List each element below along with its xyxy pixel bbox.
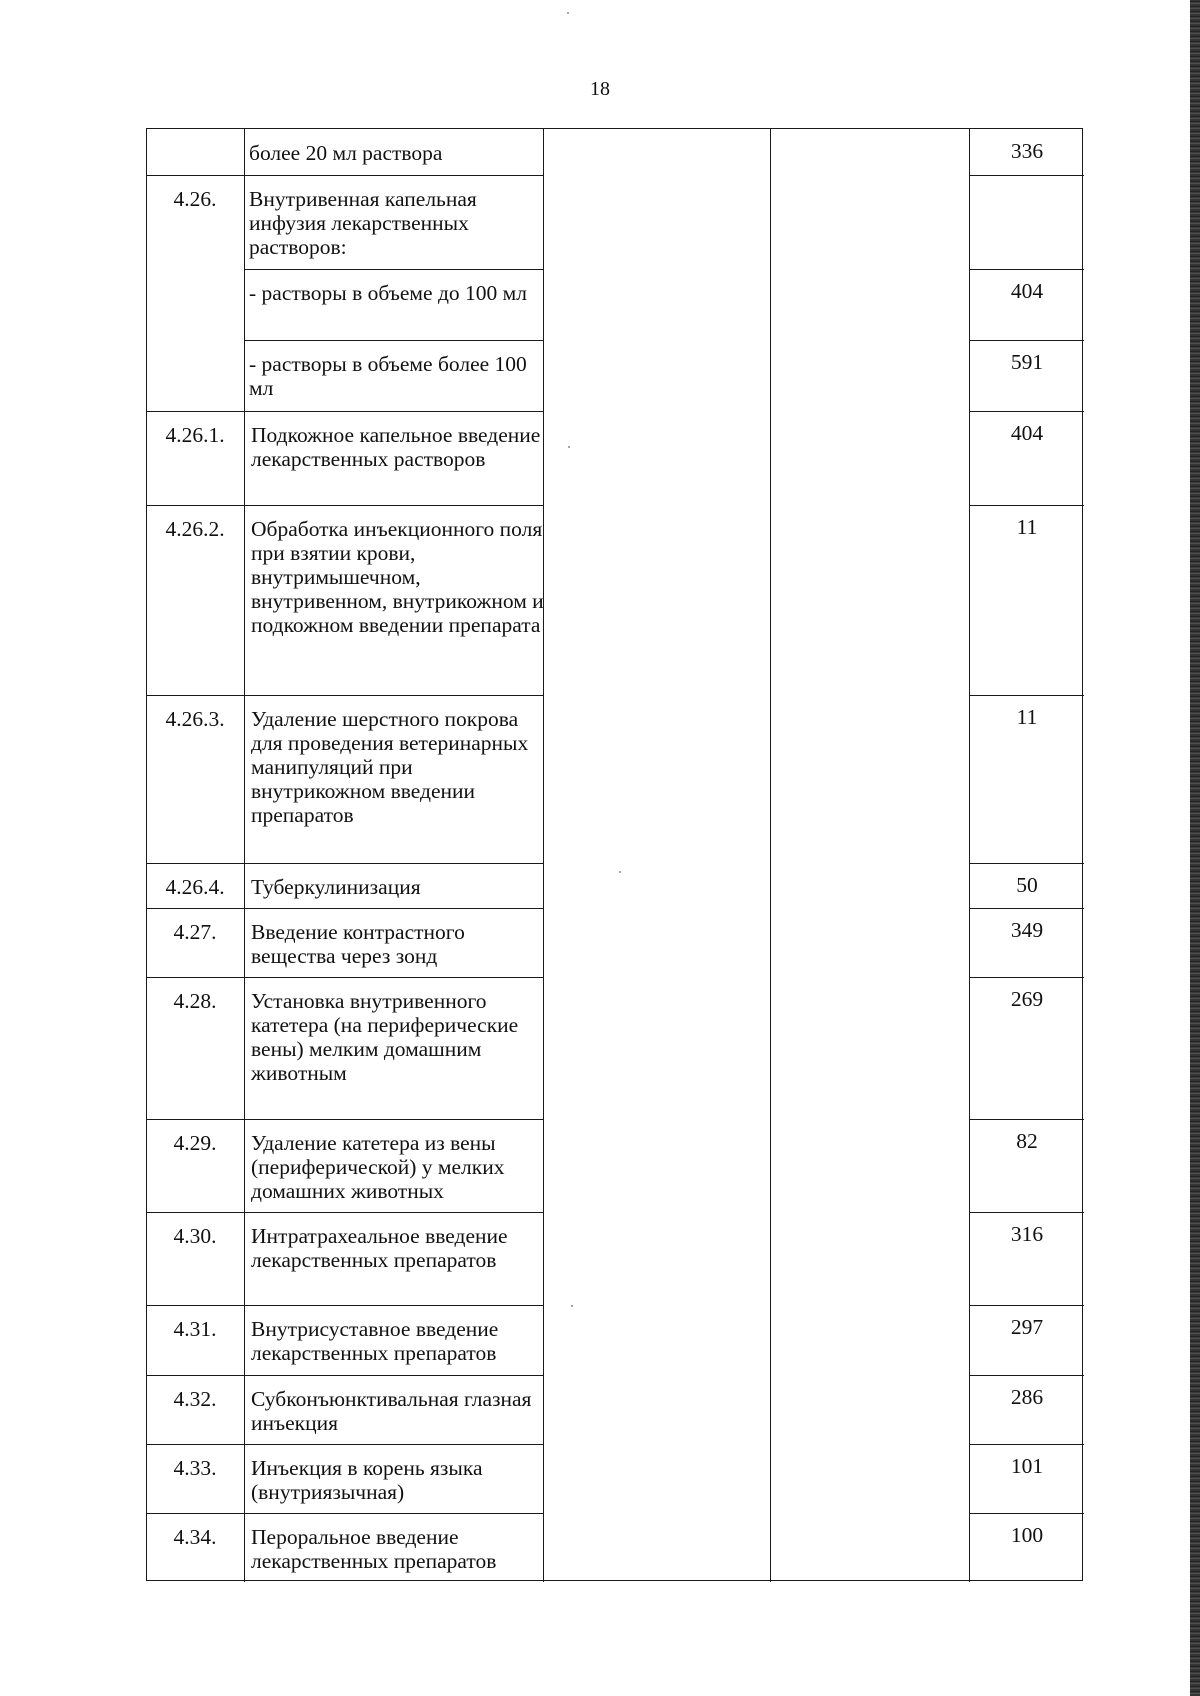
row-divider [147, 1212, 543, 1213]
row-number: 4.26.3. [165, 707, 225, 731]
row-divider [147, 908, 543, 909]
row-description: Внутривенная капельная инфузия лекарственных растворов: [249, 187, 477, 259]
row-number: 4.28. [173, 989, 217, 1013]
row-number: 4.30. [173, 1224, 217, 1248]
row-number: 4.27. [173, 920, 217, 944]
row-number: 4.34. [173, 1525, 217, 1549]
row-number: 4.26. [173, 187, 217, 211]
row-divider [969, 908, 1084, 909]
row-number: 4.32. [173, 1387, 217, 1411]
row-divider [969, 505, 1084, 506]
row-number: 4.26.4. [165, 875, 225, 899]
row-number: 4.33. [173, 1456, 217, 1480]
row-price: 82 [1016, 1129, 1038, 1153]
row-divider [969, 1375, 1084, 1376]
row-divider [969, 411, 1084, 412]
row-description: Внутрисуставное введение лекарственных препаратов [251, 1317, 499, 1365]
row-price: 336 [1010, 139, 1044, 163]
row-divider [969, 175, 1084, 176]
row-divider [969, 269, 1084, 270]
row-divider [147, 695, 543, 696]
row-description: более 20 мл раствора [249, 141, 443, 165]
row-description: Инъекция в корень языка (внутриязычная) [251, 1456, 483, 1504]
row-divider [244, 269, 543, 270]
row-description: Удаление шерстного покрова для проведения ветеринарных манипуляций при внутрикожном введении препаратов [251, 707, 529, 827]
row-divider [147, 1305, 543, 1306]
row-divider [969, 1444, 1084, 1445]
row-description: Подкожное капельное введение лекарственных растворов [251, 423, 541, 471]
row-price: 11 [1016, 515, 1038, 539]
column-divider [770, 129, 771, 1582]
row-description: - растворы в объеме до 100 мл [249, 281, 527, 305]
row-price: 50 [1016, 873, 1038, 897]
row-divider [969, 340, 1084, 341]
row-description: Субконъюнктивальная глазная инъекция [251, 1387, 532, 1435]
row-divider [244, 340, 543, 341]
row-description: Введение контрастного вещества через зонд [251, 920, 465, 968]
row-divider [147, 411, 543, 412]
row-price: 404 [1010, 279, 1044, 303]
row-description: Установка внутривенного катетера (на периферические вены) мелким домашним животным [251, 989, 519, 1085]
row-description: Обработка инъекционного поля при взятии крови, внутримышечном, внутривенном, внутрикожном и подкожном введении препарата [251, 517, 544, 637]
scan-edge [1190, 0, 1200, 1696]
row-description: - растворы в объеме более 100 мл [249, 352, 527, 400]
row-price: 269 [1010, 987, 1044, 1011]
row-price: 100 [1010, 1523, 1044, 1547]
row-description: Туберкулинизация [251, 875, 421, 899]
row-divider [969, 1513, 1084, 1514]
row-divider [969, 1119, 1084, 1120]
row-number: 4.31. [173, 1317, 217, 1341]
price-table [146, 128, 1083, 1581]
row-divider [147, 863, 543, 864]
row-divider [147, 1444, 543, 1445]
row-description: Удаление катетера из вены (периферической) у мелких домашних животных [251, 1131, 505, 1203]
row-divider [147, 1513, 543, 1514]
row-price: 11 [1016, 705, 1038, 729]
column-divider [969, 129, 970, 1582]
row-price: 101 [1010, 1454, 1044, 1478]
row-price: 404 [1010, 421, 1044, 445]
row-divider [969, 863, 1084, 864]
row-divider [969, 977, 1084, 978]
row-number: 4.29. [173, 1131, 217, 1155]
column-divider [244, 129, 245, 1582]
row-divider [969, 695, 1084, 696]
row-price: 316 [1010, 1222, 1044, 1246]
row-price: 349 [1010, 918, 1044, 942]
row-number: 4.26.2. [165, 517, 225, 541]
row-divider [147, 505, 543, 506]
row-divider [147, 977, 543, 978]
row-divider [147, 1375, 543, 1376]
row-number: 4.26.1. [165, 423, 225, 447]
row-divider [147, 1119, 543, 1120]
row-description: Пероральное введение лекарственных препаратов [251, 1525, 497, 1573]
row-price: 591 [1010, 350, 1044, 374]
row-description: Интратрахеальное введение лекарственных препаратов [251, 1224, 508, 1272]
row-price: 286 [1010, 1385, 1044, 1409]
row-divider [147, 175, 543, 176]
row-price: 297 [1010, 1315, 1044, 1339]
row-divider [969, 1212, 1084, 1213]
page-number: 18 [590, 78, 610, 100]
row-divider [969, 1305, 1084, 1306]
